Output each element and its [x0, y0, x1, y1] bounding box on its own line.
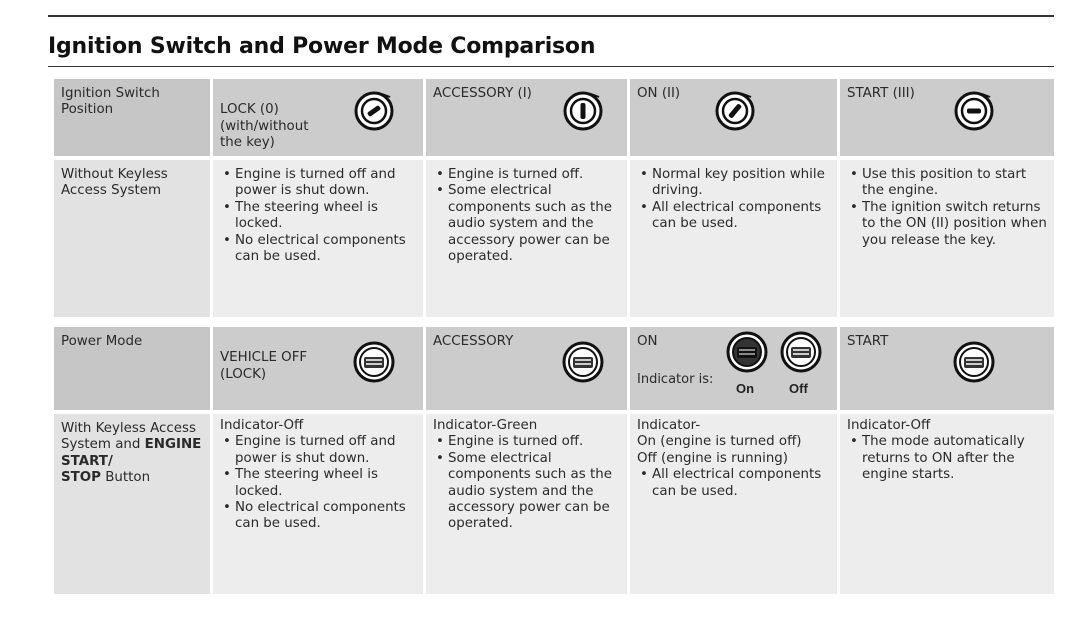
row-label-text: Without Keyless Access System: [61, 167, 168, 199]
col-on-label: ON (II): [637, 86, 681, 101]
list-item: • All electrical components can be used.: [637, 200, 831, 233]
indicator-on-label: On: [736, 381, 755, 396]
without-keyless-on: [630, 160, 837, 317]
mode-start-label: START: [847, 334, 889, 349]
col-start-label: START (III): [847, 86, 915, 101]
row-label-without-keyless: [54, 160, 210, 317]
row-label-ignition-switch-position: [54, 79, 210, 156]
list-item: • No electrical components can be used.: [220, 500, 417, 533]
key-accessory-icon: [561, 89, 605, 131]
row-label-text: Power Mode: [61, 334, 143, 349]
indicator-status-on: On (engine is turned off): [637, 434, 802, 450]
col-start: [840, 79, 1054, 156]
row-label-text: With Keyless Access System and: [61, 421, 196, 453]
indicator-status: Indicator-Off: [847, 418, 931, 433]
indicator-status: Indicator-: [637, 418, 701, 433]
list-item: • Engine is turned off and power is shut down.: [220, 167, 417, 200]
row-label-bold-1: ENGINE START/: [61, 437, 202, 469]
list-item: • Some electrical components such as the audio system and the accessory power can be operated.: [433, 183, 621, 265]
key-on-icon: [713, 89, 757, 131]
row-label-text-post: Button: [100, 470, 151, 486]
list-item: • Engine is turned off.: [433, 434, 621, 450]
without-keyless-start: [840, 160, 1054, 317]
indicator-status: Indicator-Green: [433, 418, 538, 433]
mode-accessory-label: ACCESSORY: [433, 334, 514, 349]
list-item: • The ignition switch returns to the ON (II) position when you release the key.: [847, 200, 1048, 249]
top-rule: [48, 15, 1054, 17]
with-keyless-accessory: [426, 414, 627, 594]
indicator-caption: Indicator is:: [637, 372, 714, 387]
page-title: Ignition Switch and Power Mode Comparison: [48, 34, 596, 59]
list-item: • Engine is turned off.: [433, 167, 621, 183]
with-keyless-on: [630, 414, 837, 594]
list-item: • No electrical components can be used.: [220, 233, 417, 266]
row-label-text: Ignition Switch Position: [61, 86, 160, 118]
engine-button-start-icon: [952, 340, 996, 384]
key-start-icon: [952, 89, 996, 131]
row-label-bold-2: STOP: [61, 470, 101, 486]
engine-button-off-indicator-icon: [779, 330, 823, 374]
mode-on-label: ON: [637, 334, 658, 349]
row-label-power-mode: [54, 327, 210, 410]
list-item: • Engine is turned off and power is shut down.: [220, 434, 417, 467]
indicator-off-label: Off: [789, 381, 808, 396]
key-lock-icon: [352, 89, 396, 131]
mode-vehicle-off-label: VEHICLE OFF (LOCK): [220, 350, 308, 382]
with-keyless-lock: [213, 414, 423, 594]
list-item: • Normal key position while driving.: [637, 167, 831, 200]
list-item: • The steering wheel is locked.: [220, 200, 417, 233]
without-keyless-lock: [213, 160, 423, 317]
title-rule: [48, 66, 1054, 67]
engine-button-off-icon: [352, 340, 396, 384]
with-keyless-start: [840, 414, 1054, 594]
list-item: • Use this position to start the engine.: [847, 167, 1048, 200]
col-accessory-label: ACCESSORY (I): [433, 86, 532, 101]
list-item: • Some electrical components such as the audio system and the accessory power can be operated.: [433, 451, 621, 533]
mode-start: [840, 327, 1054, 410]
row-label-with-keyless: [54, 414, 210, 594]
list-item: • All electrical components can be used.: [637, 467, 831, 500]
col-lock-label: LOCK (0) (with/without the key): [220, 102, 309, 151]
engine-button-accessory-icon: [561, 340, 605, 384]
indicator-status: Indicator-Off: [220, 418, 304, 433]
list-item: • The steering wheel is locked.: [220, 467, 417, 500]
indicator-status-off: Off (engine is running): [637, 450, 789, 466]
without-keyless-accessory: [426, 160, 627, 317]
list-item: • The mode automatically returns to ON after the engine starts.: [847, 434, 1048, 483]
engine-button-on-indicator-icon: [725, 330, 769, 374]
